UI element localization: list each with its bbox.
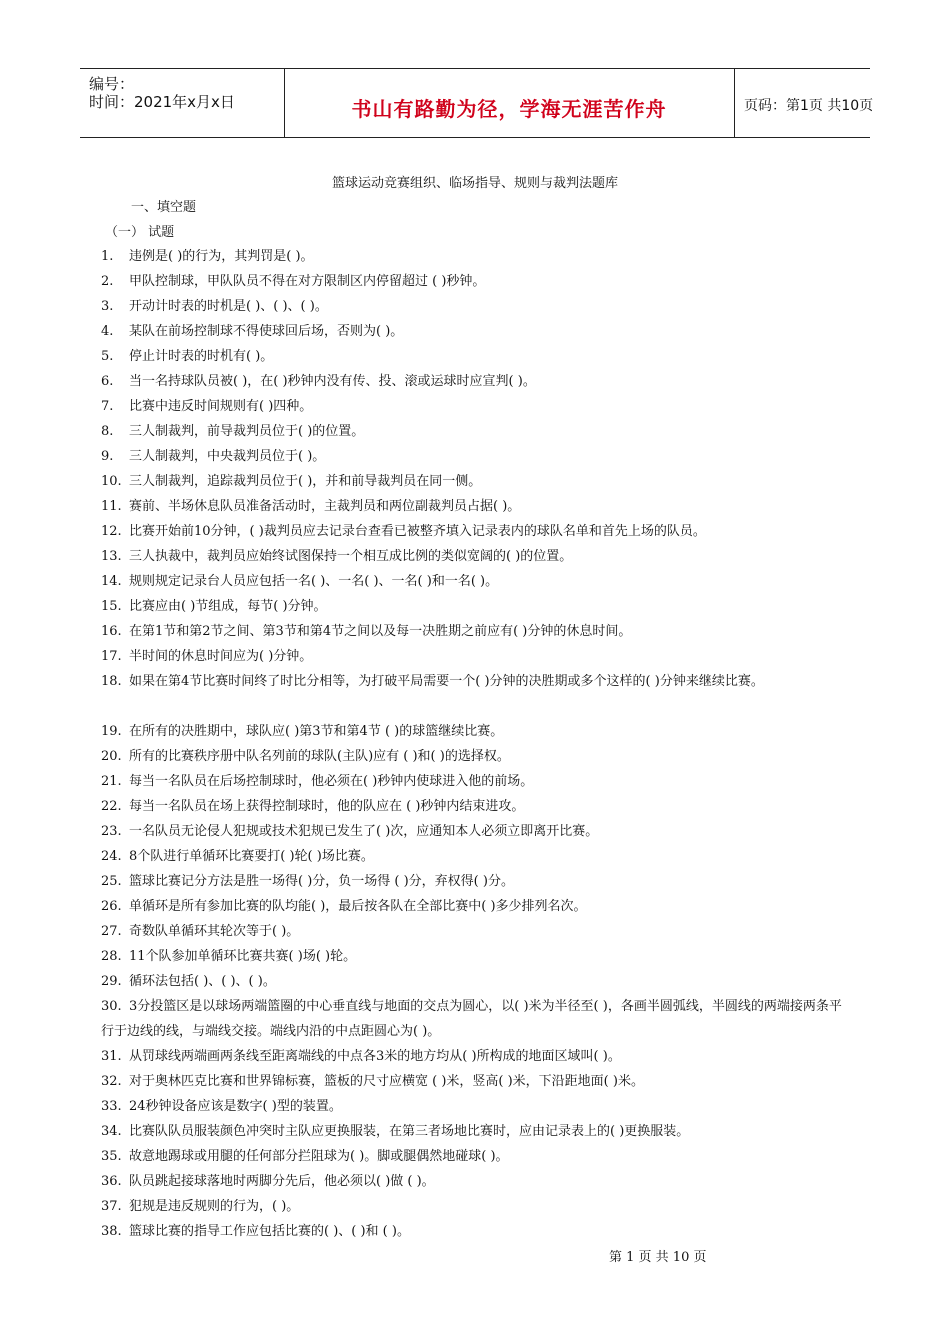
question-item: [101, 1094, 853, 1119]
question-item: [101, 519, 853, 544]
question-item: [101, 619, 853, 644]
question-text: 赛前、半场休息队员准备活动时，主裁判员和两位副裁判员占据( )。: [129, 499, 521, 514]
question-text: 3分投篮区是以球场两端篮圈的中心垂直线与地面的交点为圆心，以( )米为半径至( )，各画半圆弧线，半圆线的两端接两条平行于边线的线，与端线交接。端线内沿的中点距圆心为( )。: [101, 999, 842, 1039]
section-heading: 一、填空题: [131, 200, 197, 215]
question-text: 某队在前场控制球不得使球回后场，否则为( )。: [129, 324, 404, 339]
number-label: 编号：: [89, 75, 135, 93]
question-number: 34.: [101, 1124, 122, 1139]
question-item: [101, 244, 853, 269]
question-number: 37.: [101, 1199, 122, 1214]
question-text: 11个队参加单循环比赛共赛( )场( )轮。: [129, 949, 357, 964]
question-item: [101, 1044, 853, 1069]
question-text: 开动计时表的时机是( )、( )、( )。: [129, 299, 328, 314]
question-number: 4.: [101, 324, 114, 339]
question-number: 14.: [101, 574, 122, 589]
question-number: 26.: [101, 899, 122, 914]
question-number: 27.: [101, 924, 122, 939]
page-footer: 第 1 页 共 10 页: [609, 1250, 707, 1265]
question-text: 犯规是违反规则的行为，( )。: [129, 1199, 300, 1214]
question-item: [101, 294, 853, 319]
question-item: [101, 1194, 853, 1219]
question-text: 一名队员无论侵人犯规或技术犯规已发生了( )次，应通知本人必须立即离开比赛。: [129, 824, 599, 839]
question-number: 9.: [101, 449, 114, 464]
question-text: 三人制裁判，中央裁判员位于( )。: [129, 449, 326, 464]
question-text: 甲队控制球，甲队队员不得在对方限制区内停留超过 ( )秒钟。: [129, 274, 486, 289]
question-item: [101, 794, 853, 819]
question-item: [101, 944, 853, 969]
question-number: 5.: [101, 349, 114, 364]
question-text: 故意地踢球或用腿的任何部分拦阻球为( )。脚或腿偶然地碰球( )。: [129, 1149, 509, 1164]
question-number: 7.: [101, 399, 114, 414]
question-item: [101, 769, 853, 794]
question-item: [101, 569, 853, 594]
question-text: 半时间的休息时间应为( )分钟。: [129, 649, 313, 664]
question-item: [101, 869, 853, 894]
question-number: 25.: [101, 874, 122, 889]
question-number: 22.: [101, 799, 122, 814]
question-text: 篮球比赛记分方法是胜一场得( )分，负一场得 ( )分，弃权得( )分。: [129, 874, 514, 889]
question-text: 所有的比赛秩序册中队名列前的球队(主队)应有 ( )和( )的选择权。: [129, 749, 510, 764]
question-item: [101, 1219, 853, 1244]
question-item: [101, 594, 853, 619]
question-text: 在第1节和第2节之间、第3节和第4节之间以及每一决胜期之前应有( )分钟的休息时间。: [129, 624, 632, 639]
document-title: 篮球运动竞赛组织、临场指导、规则与裁判法题库: [331, 176, 618, 191]
header-page-info: 页码：第1页 共10页: [744, 98, 874, 114]
question-text: 在所有的决胜期中，球队应( )第3节和第4节 ( )的球篮继续比赛。: [129, 724, 504, 739]
question-number: 32.: [101, 1074, 122, 1089]
question-number: 31.: [101, 1049, 122, 1064]
question-item: [101, 344, 853, 369]
question-item: [101, 444, 853, 469]
page-header: [80, 68, 874, 138]
question-item: [101, 269, 853, 294]
question-number: 11.: [101, 499, 122, 514]
question-item: [101, 394, 853, 419]
question-item: [101, 819, 853, 844]
question-number: 30.: [101, 999, 122, 1014]
question-item: [101, 994, 853, 1044]
question-number: 28.: [101, 949, 122, 964]
question-text: 三人执裁中，裁判员应始终试图保持一个相互成比例的类似宽阔的( )的位置。: [129, 549, 573, 564]
question-text: 篮球比赛的指导工作应包括比赛的( )、( )和 ( )。: [129, 1224, 410, 1239]
question-text: 当一名持球队员被( )，在( )秒钟内没有传、投、滚或运球时应宣判( )。: [129, 374, 536, 389]
question-number: 18.: [101, 674, 122, 689]
question-number: 12.: [101, 524, 122, 539]
question-item: [101, 644, 853, 669]
question-text: 如果在第4节比赛时间终了时比分相等，为打破平局需要一个( )分钟的决胜期或多个这样的( )分钟来继续比赛。: [129, 674, 764, 689]
question-text: 24秒钟设备应该是数字( )型的装置。: [129, 1099, 342, 1114]
question-number: 19.: [101, 724, 122, 739]
question-item: [101, 469, 853, 494]
question-number: 38.: [101, 1224, 122, 1239]
question-item: [101, 369, 853, 394]
question-item: [101, 494, 853, 519]
question-number: 1.: [101, 249, 114, 264]
question-text: 比赛队队员服装颜色冲突时主队应更换服装，在第三者场地比赛时，应由记录表上的( )更换服装。: [129, 1124, 690, 1139]
header-motto: 书山有路勤为径，学海无涯苦作舟: [351, 97, 667, 121]
question-item: [101, 969, 853, 994]
question-text: 规则规定记录台人员应包括一名( )、一名( )、一名( )和一名( )。: [129, 574, 499, 589]
question-item: [101, 744, 853, 769]
question-number: 6.: [101, 374, 114, 389]
question-number: 23.: [101, 824, 122, 839]
question-text: 停止计时表的时机有( )。: [129, 349, 274, 364]
question-number: 15.: [101, 599, 122, 614]
question-number: 24.: [101, 849, 122, 864]
question-text: 比赛中违反时间规则有( )四种。: [129, 399, 313, 414]
question-number: 36.: [101, 1174, 122, 1189]
question-number: 29.: [101, 974, 122, 989]
question-text: 队员跳起接球落地时两脚分先后，他必须以( )做 ( )。: [129, 1174, 435, 1189]
question-item: [101, 1119, 853, 1144]
question-item: [101, 319, 853, 344]
subsection-heading: （一） 试题: [105, 225, 175, 240]
question-text: 8个队进行单循环比赛要打( )轮( )场比赛。: [129, 849, 374, 864]
question-item: [101, 919, 853, 944]
question-item: [101, 1144, 853, 1169]
question-item: [101, 544, 853, 569]
question-number: 10.: [101, 474, 122, 489]
header-motto-cell: [284, 69, 735, 137]
question-text: 从罚球线两端画两条线至距离端线的中点各3米的地方均从( )所构成的地面区域叫( )。: [129, 1049, 621, 1064]
question-text: 每当一名队员在场上获得控制球时，他的队应在 ( )秒钟内结束进攻。: [129, 799, 525, 814]
question-number: 8.: [101, 424, 114, 439]
question-text: 比赛应由( )节组成，每节( )分钟。: [129, 599, 327, 614]
question-text: 单循环是所有参加比赛的队均能( )，最后按各队在全部比赛中( )多少排列名次。: [129, 899, 587, 914]
question-number: 16.: [101, 624, 122, 639]
question-item: [101, 894, 853, 919]
question-text: 比赛开始前10分钟，( )裁判员应去记录台查看已被整齐填入记录表内的球队名单和首先上场的队员。: [129, 524, 706, 539]
question-number: 13.: [101, 549, 122, 564]
time-label: 时间：2021年x月x日: [89, 93, 235, 111]
question-number: 20.: [101, 749, 122, 764]
question-item: [101, 1169, 853, 1194]
question-text: 奇数队单循环其轮次等于( )。: [129, 924, 300, 939]
question-number: 17.: [101, 649, 122, 664]
question-item: [101, 669, 853, 694]
question-item: [101, 844, 853, 869]
question-text: 违例是( )的行为，其判罚是( )。: [129, 249, 314, 264]
question-item: [101, 419, 853, 444]
question-text: 三人制裁判，前导裁判员位于( )的位置。: [129, 424, 365, 439]
question-number: 33.: [101, 1099, 122, 1114]
question-text: 循环法包括( )、( )、( )。: [129, 974, 276, 989]
question-text: 三人制裁判，追踪裁判员位于( )，并和前导裁判员在同一侧。: [129, 474, 482, 489]
question-text: 对于奥林匹克比赛和世界锦标赛，篮板的尺寸应横宽 ( )米，竖高( )米，下沿距地面( )米。: [129, 1074, 644, 1089]
header-page-cell: [734, 69, 874, 137]
question-number: 3.: [101, 299, 114, 314]
question-number: 21.: [101, 774, 122, 789]
question-item: [101, 719, 853, 744]
question-number: 35.: [101, 1149, 122, 1164]
header-left-cell: [80, 69, 285, 137]
question-item: [101, 1069, 853, 1094]
question-number: 2.: [101, 274, 114, 289]
question-text: 每当一名队员在后场控制球时，他必须在( )秒钟内使球进入他的前场。: [129, 774, 534, 789]
